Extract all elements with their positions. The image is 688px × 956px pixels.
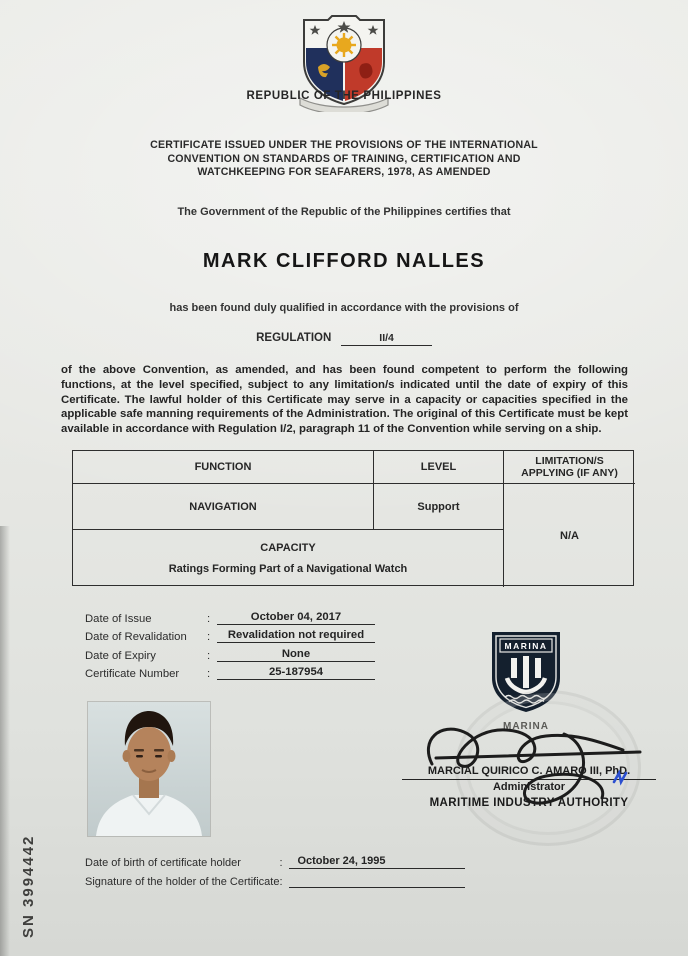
field-colon — [279, 876, 289, 888]
marina-caption: MARINA — [503, 721, 549, 732]
field-label: Date of Expiry — [85, 649, 156, 662]
signatory-name: MARCIAL QUIRICO C. AMARO III, PhD. — [427, 765, 631, 777]
field-value: Revalidation not required — [217, 629, 375, 643]
capacity-value: Ratings Forming Part of a Navigational Watch — [168, 563, 408, 576]
field-label: Signature of the holder of the Certificate — [85, 876, 280, 888]
certificate-title-line: WATCHKEEPING FOR SEAFARERS, 1978, AS AMENDED — [197, 166, 491, 178]
certificate-title — [0, 139, 688, 180]
holder-fields — [85, 850, 465, 888]
regulation-value: II/4 — [341, 332, 432, 346]
field-value: None — [217, 648, 375, 662]
body-paragraph: of the above Convention, as amended, and has been found competent to perform the following functions, at the level specified, subject to any limitation/s indicated until the date of expiry of this Certificate. The lawful holder of this Certificate may serve in a capacity or capacities specified in the applicable safe manning requirements of the Administration. The original of this Certificate must be kept available in accordance with Regulation I/2, paragraph 11 of the Convention while serving on a ship. — [61, 364, 628, 436]
field-value — [289, 874, 465, 888]
table-header-limitation: LIMITATION/S APPLYING (IF ANY) — [504, 451, 635, 484]
field-colon — [207, 650, 217, 662]
field-row-holder-signature — [85, 869, 465, 888]
country-title: REPUBLIC OF THE PHILIPPINES — [246, 90, 442, 102]
certifies-line: The Government of the Republic of the Philippines certifies that — [177, 206, 511, 218]
holder-name: MARK CLIFFORD NALLES — [202, 250, 486, 272]
field-value: October 04, 2017 — [217, 611, 375, 625]
field-value: 25-187954 — [217, 666, 375, 680]
table-cell-level-value: Support — [374, 484, 504, 530]
field-colon — [207, 631, 217, 643]
field-colon — [207, 613, 217, 625]
table-cell-function-value: NAVIGATION — [73, 484, 374, 530]
signature-scribble — [418, 706, 654, 810]
qualified-line: has been found duly qualified in accordance with the provisions of — [169, 302, 519, 314]
regulation-label: REGULATION — [256, 332, 332, 344]
field-colon — [279, 857, 289, 869]
table-cell-limitation-value: N/A — [560, 529, 579, 542]
functions-table — [72, 450, 634, 586]
field-row-date-of-expiry — [85, 643, 385, 662]
marina-shield-label: MARINA — [504, 641, 548, 651]
holder-photo — [88, 702, 210, 836]
table-cell-capacity — [73, 530, 504, 587]
table-header-level: LEVEL — [374, 451, 504, 484]
field-row-date-of-revalidation — [85, 625, 385, 644]
field-label: Certificate Number — [85, 668, 180, 680]
signatory-title: Administrator — [492, 781, 566, 793]
issue-fields — [85, 606, 385, 680]
certificate-title-line: CONVENTION ON STANDARDS OF TRAINING, CERTIFICATION AND — [167, 152, 521, 165]
certificate-title-line: CERTIFICATE ISSUED UNDER THE PROVISIONS OF THE INTERNATIONAL — [150, 139, 538, 151]
serial-number: SN 3994442 — [20, 834, 37, 938]
signatory-organization: MARITIME INDUSTRY AUTHORITY — [429, 797, 629, 809]
field-value: October 24, 1995 — [289, 855, 465, 869]
capacity-label: CAPACITY — [260, 541, 316, 554]
field-row-date-of-birth — [85, 850, 465, 869]
field-colon — [207, 668, 217, 680]
field-label: Date of Issue — [85, 612, 152, 625]
field-label: Date of birth of certificate holder — [85, 857, 241, 869]
field-row-date-of-issue — [85, 606, 385, 625]
regulation-line — [0, 332, 688, 346]
field-row-certificate-number — [85, 662, 385, 681]
administrator-initials-blue — [614, 773, 626, 782]
table-header-function: FUNCTION — [73, 451, 374, 484]
field-label: Date of Revalidation — [85, 631, 187, 643]
